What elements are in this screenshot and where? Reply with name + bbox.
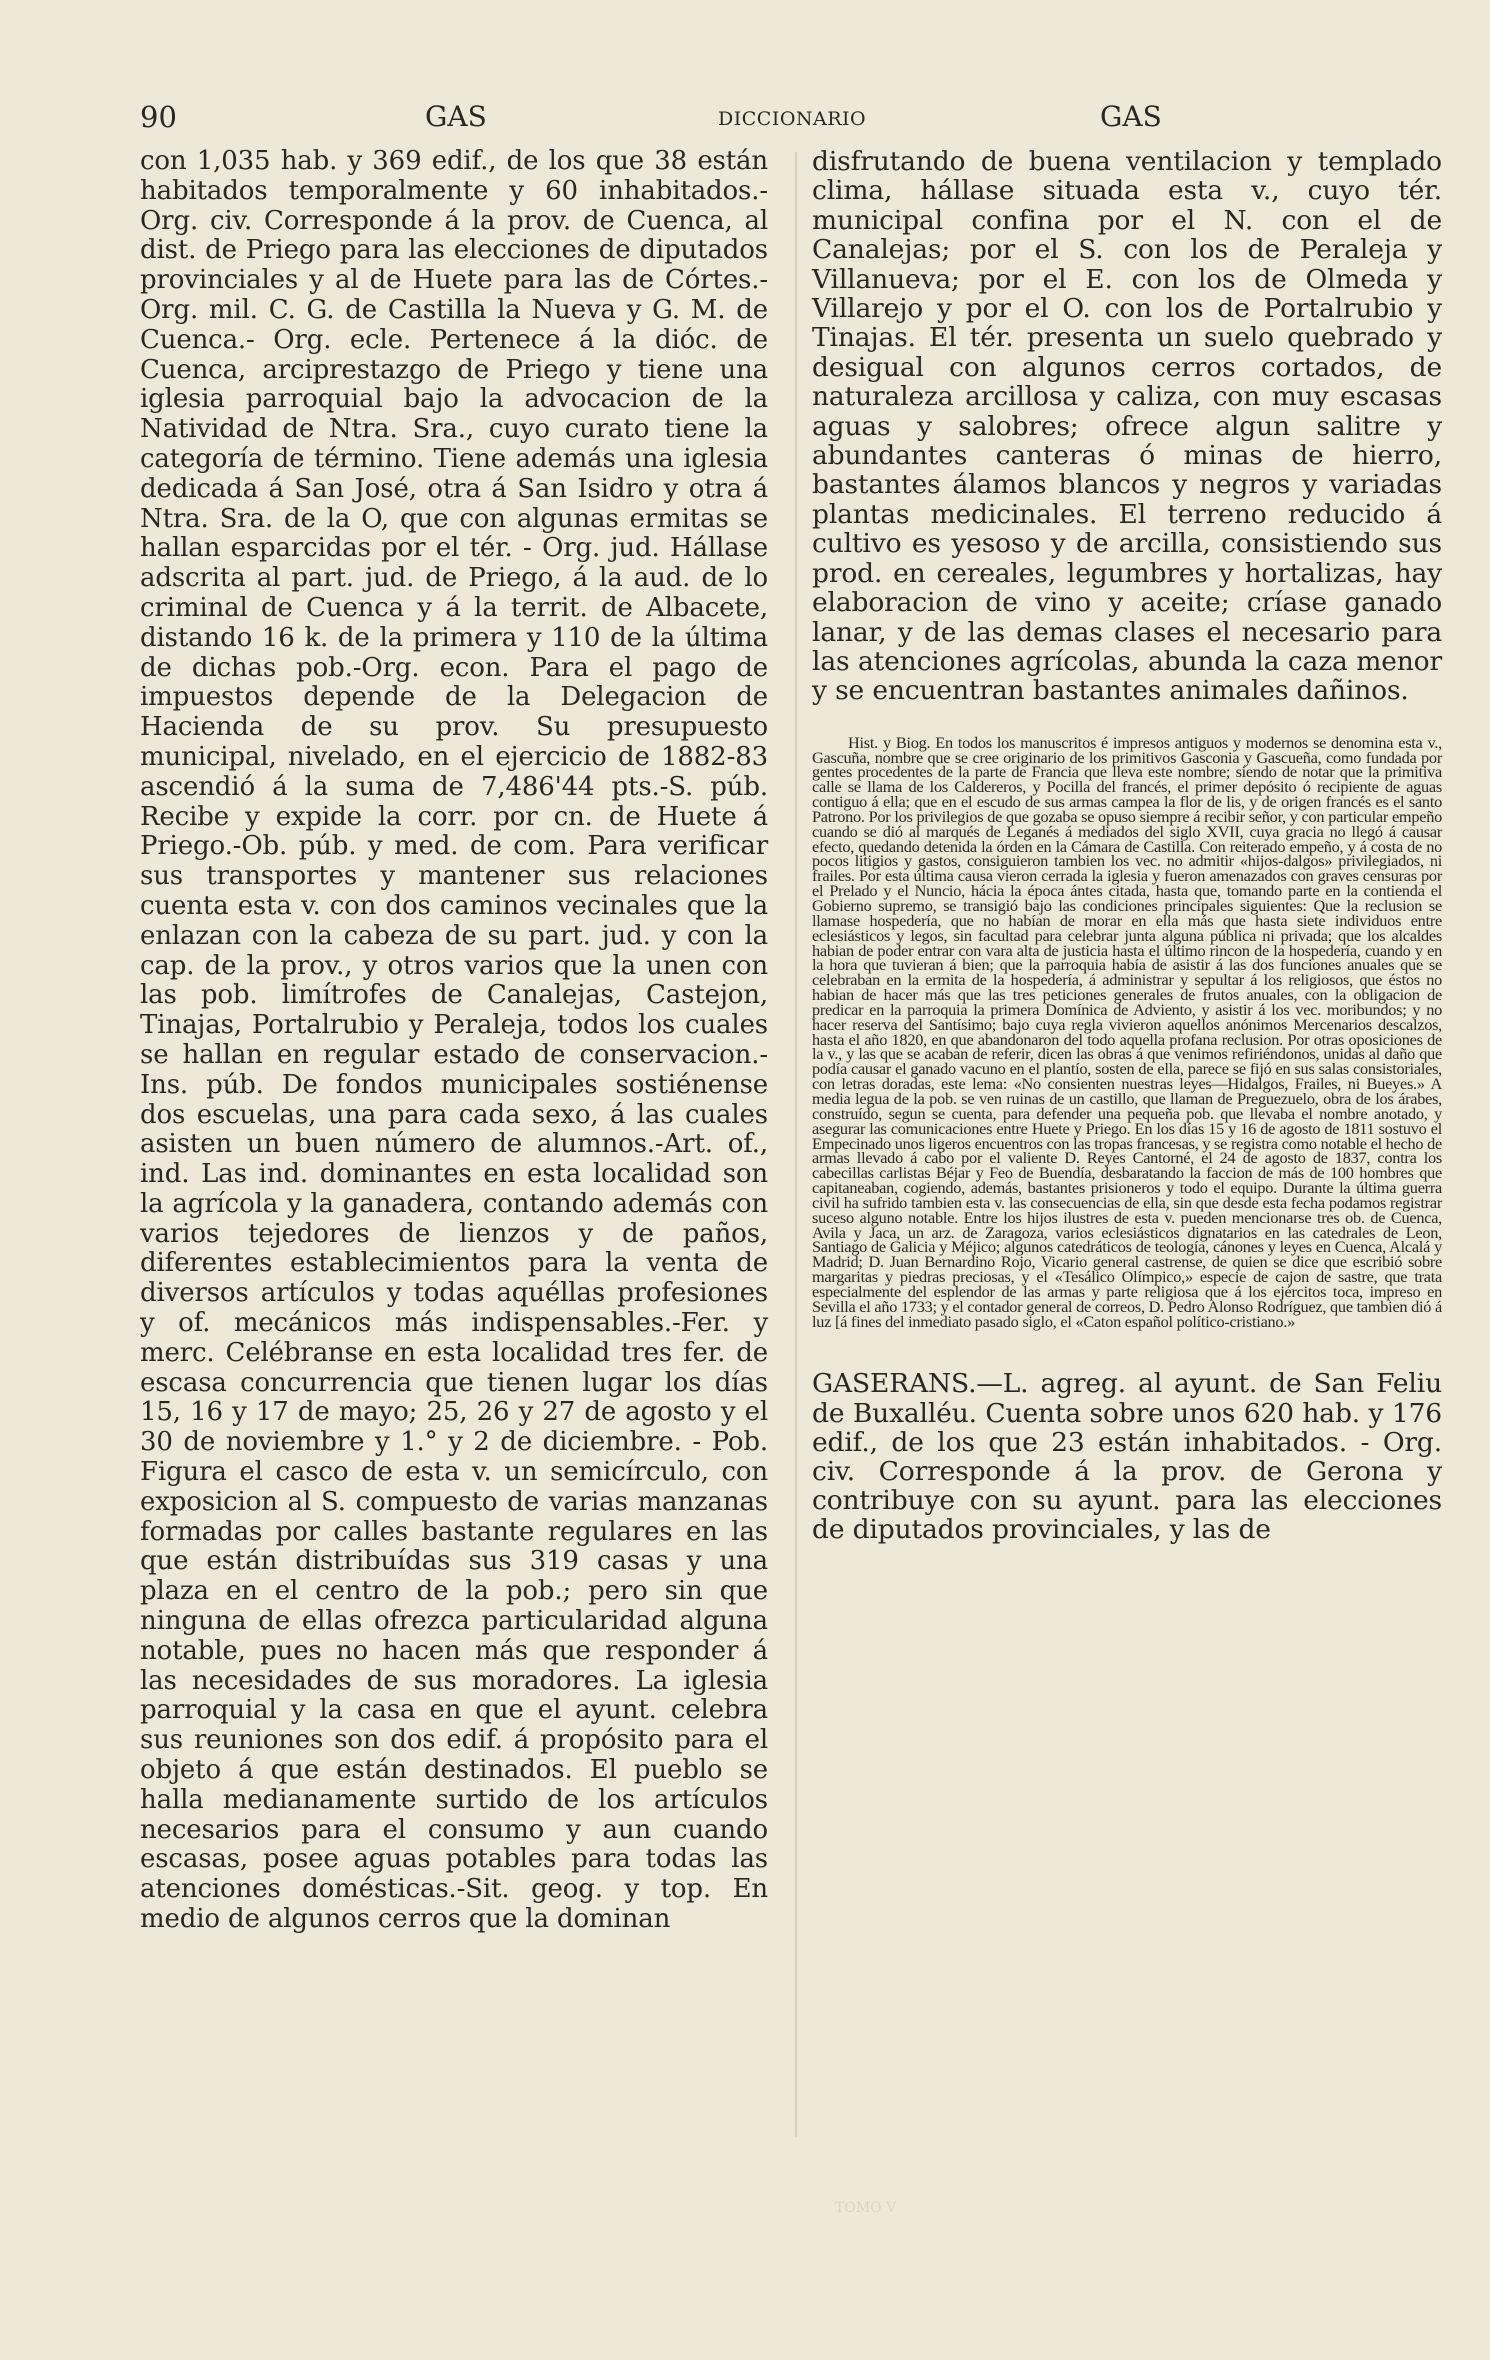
right-column: [812, 147, 1442, 1545]
column-divider: [795, 152, 797, 2137]
header-right-word: GAS: [1100, 100, 1162, 133]
right-continuation-text: disfrutando de buena ventilacion y templado clima, hállase situada esta v., cuyo tér. municipal confina por el N. con el de Canalejas; por el S. con los de Peraleja y Villanueva; por el E. con los de Olmeda y Villarejo y por el O. con los de Portalrubio y Tinajas. El tér. presenta un suelo quebrado y desigual con algunos cerros cortados, de naturaleza arcillosa y caliza, con muy escasas aguas y salobres; ofrece algun salitre y abundantes canteras ó minas de hierro, bastantes álamos blancos y negros y variadas plantas medicinales. El terreno reducido á cultivo es yesoso y de arcilla, consistiendo sus prod. en cereales, legumbres y hortalizas, hay elaboracion de vino y aceite; críase ganado lanar, y de las demas clases el necesario para las atenciones agrícolas, abunda la caza menor y se encuentran bastantes animales dañinos.: [812, 146, 1442, 707]
header-title: DICCIONARIO: [718, 108, 867, 130]
running-header: [140, 100, 1445, 140]
page-number: 90: [140, 100, 177, 134]
historia-biografia-note: Hist. y Biog. En todos los manuscritos é impresos antiguos y modernos se denomina esta v., Gascuña, nombre que se cree originario de los primitivos Gasconia y Gascueña, como fundada por gentes procedentes de la parte de Francia que lleva este nombre; siendo de notar que la primitiva calle se llama de los Caldereros, y Pocilla del francés, el primer depósito ó recipiente de aguas contiguo á ella; que en el escudo de sus armas campea la flor de lis, y de origen francés es el santo Patrono. Por los privilegios de que gozaba se opuso siempre á recibir señor, y con particular empeño cuando se dió al marqués de Leganés á mediados del siglo XVII, cuya gracia no llegó á causar efecto, quedando detenida la órden en la Cámara de Castilla. Con reiterado empeño, y á costa de no pocos litigios y gastos, consiguieron tambien los vec. no admitir «hijos-dalgos» privilegiados, ni frailes. Por esta última causa vieron cerrada la iglesia y fueron amenazados con graves censuras por el Prelado y el Nuncio, hácia la época ántes citada, hasta que, tomando parte en la contienda el Gobierno supremo, se transigió bajo las condiciones principales siguientes: Que la reclusion se llamase hospedería, que no habían de morar en ella más que hasta siete individuos entre eclesiásticos y legos, sin facultad para celebrar junta alguna pública ni privada; que los alcaldes habian de poder entrar con vara alta de justicia hasta el último rincon de la hospedería, cuando y en la hora que tuvieran á bien; que la parroquia había de asistir á las dos funciones anuales que se celebraban en la ermita de la hospedería, á administrar y sepultar á los religiosos, que éstos no habian de hacer más que las tres peticiones generales de frutos anuales, con la obligacion de predicar en la parroquia la primera Domínica de Adviento, y asistir á los vec. moribundos; y no hacer reserva del Santísimo; bajo cuya regla vivieron aquellos anónimos Mercenarios descalzos, hasta el año 1820, en que abandonaron del todo aquella profana reclusion. Por otras oposiciones de la v., y las que se acaban de referir, dicen las obras á que venimos refiriéndonos, unidas al daño que podía causar el ganado vacuno en el plantío, sosten de ella, parece se fijó en sus salas consistoriales, con letras doradas, este lema: «No consienten nuestras leyes—Hidalgos, Frailes, ni Bueyes.» A media legua de la pob. se ven ruinas de un castillo, que llaman de Preguezuelo, obra de los árabes, construído, segun se cuenta, para defender una pequeña pob. que llevaba el nombre anotado, y asegurar las comunicaciones entre Huete y Priego. En los días 15 y 16 de agosto de 1811 sostuvo el Empecinado unos ligeros encuentros con las tropas francesas, y se registra como notable el hecho de armas llevado á cabo por el valiente D. Reyes Cantorné, el 24 de agosto de 1837, contra los cabecillas carlistas Béjar y Feo de Buendía, desbaratando la faccion de más de 100 hombres que capitaneaban, cogiendo, además, bastantes prisioneros y todo el equipo. Durante la última guerra civil ha sufrido tambien esta v. las consecuencias de ella, sin que desde esta fecha podamos registrar suceso alguno notable. Entre los hijos ilustres de esta v. pueden mencionarse tres ob. de Cuenca, Avila y Jaca, un arz. de Zaragoza, varios eclesiásticos dignatarios en las catedrales de Leon, Santiago de Galicia y Méjico; algunos catedráticos de teología, cánones y leyes en Cuenca, Alcalá y Madrid; D. Juan Bernardino Rojo, Vicario general castrense, de quien se dice que escribió sobre margaritas y piedras preciosas, y el «Tesálico Olímpico,» especie de cajon de sastre, que trata especialmente del esplendor de las armas y parte religiosa que á los ejércitos toca, impreso en Sevilla el año 1733; y el contador general de correos, D. Pedro Alonso Rodríguez, que tambien dió á luz [á fines del inmediato pasado siglo, el «Caton español político-cristiano.»: [812, 732, 1442, 1331]
faint-show-through-mark: TOMO V: [835, 2200, 897, 2216]
left-column: [140, 147, 768, 1935]
left-column-text: con 1,035 hab. y 369 edif., de los que 38 están habitados temporalmente y 60 inhabitados.-Org. civ. Corresponde á la prov. de Cuenca, al dist. de Priego para las elecciones de diputados provinciales y al de Huete para las de Córtes.-Org. mil. C. G. de Castilla la Nueva y G. M. de Cuenca.- Org. ecle. Pertenece á la dióc. de Cuenca, arciprestazgo de Priego y tiene una iglesia parroquial bajo la advocacion de la Natividad de Ntra. Sra., cuyo curato tiene la categoría de término. Tiene además una iglesia dedicada á San José, otra á San Isidro y otra á Ntra. Sra. de la O, que con algunas ermitas se hallan esparcidas por el tér. - Org. jud. Hállase adscrita al part. jud. de Priego, á la aud. de lo criminal de Cuenca y á la territ. de Albacete, distando 16 k. de la primera y 110 de la última de dichas pob.-Org. econ. Para el pago de impuestos depende de la Delegacion de Hacienda de su prov. Su presupuesto municipal, nivelado, en el ejercicio de 1882-83 ascendió á la suma de 7,486'44 pts.-S. púb. Recibe y expide la corr. por cn. de Huete á Priego.-Ob. púb. y med. de com. Para verificar sus transportes y mantener sus relaciones cuenta esta v. con dos caminos vecinales que la enlazan con la cabeza de su part. jud. y con la cap. de la prov., y otros varios que la unen con las pob. limítrofes de Canalejas, Castejon, Tinajas, Portalrubio y Peraleja, todos los cuales se hallan en regular estado de conservacion.-Ins. púb. De fondos municipales sostiénense dos escuelas, una para cada sexo, á las cuales asisten un buen número de alumnos.-Art. of., ind. Las ind. dominantes en esta localidad son la agrícola y la ganadera, contando además con varios tejedores de lienzos y de paños, diferentes establecimientos para la venta de diversos artículos y todas aquéllas profesiones y of. mecánicos más indispensables.-Fer. y merc. Celébranse en esta localidad tres fer. de escasa concurrencia que tienen lugar los días 15, 16 y 17 de mayo; 25, 26 y 27 de agosto y el 30 de noviembre y 1.° y 2 de diciembre. - Pob. Figura el casco de esta v. un semicírculo, con exposicion al S. compuesto de varias manzanas formadas por calles bastante regulares en las que están distribuídas sus 319 casas y una plaza en el centro de la pob.; pero sin que ninguna de ellas ofrezca particularidad alguna notable, pues no hacen más que responder á las necesidades de sus moradores. La iglesia parroquial y la casa en que el ayunt. celebra sus reuniones son dos edif. á propósito para el objeto á que están destinados. El pueblo se halla medianamente surtido de los artículos necesarios para el consumo y aun cuando escasas, posee aguas potables para todas las atenciones domésticas.-Sit. geog. y top. En medio de algunos cerros que la dominan: [140, 146, 768, 1935]
header-left-word: GAS: [425, 100, 487, 133]
gaserans-entry: GASERANS.—L. agreg. al ayunt. de San Feliu de Buxalléu. Cuenta sobre unos 620 hab. y 176 edif., de los que 23 están inhabitados. - Org. civ. Corresponde á la prov. de Gerona y contribuye con su ayunt. para las elecciones de diputados provinciales, y las de: [812, 1368, 1442, 1546]
